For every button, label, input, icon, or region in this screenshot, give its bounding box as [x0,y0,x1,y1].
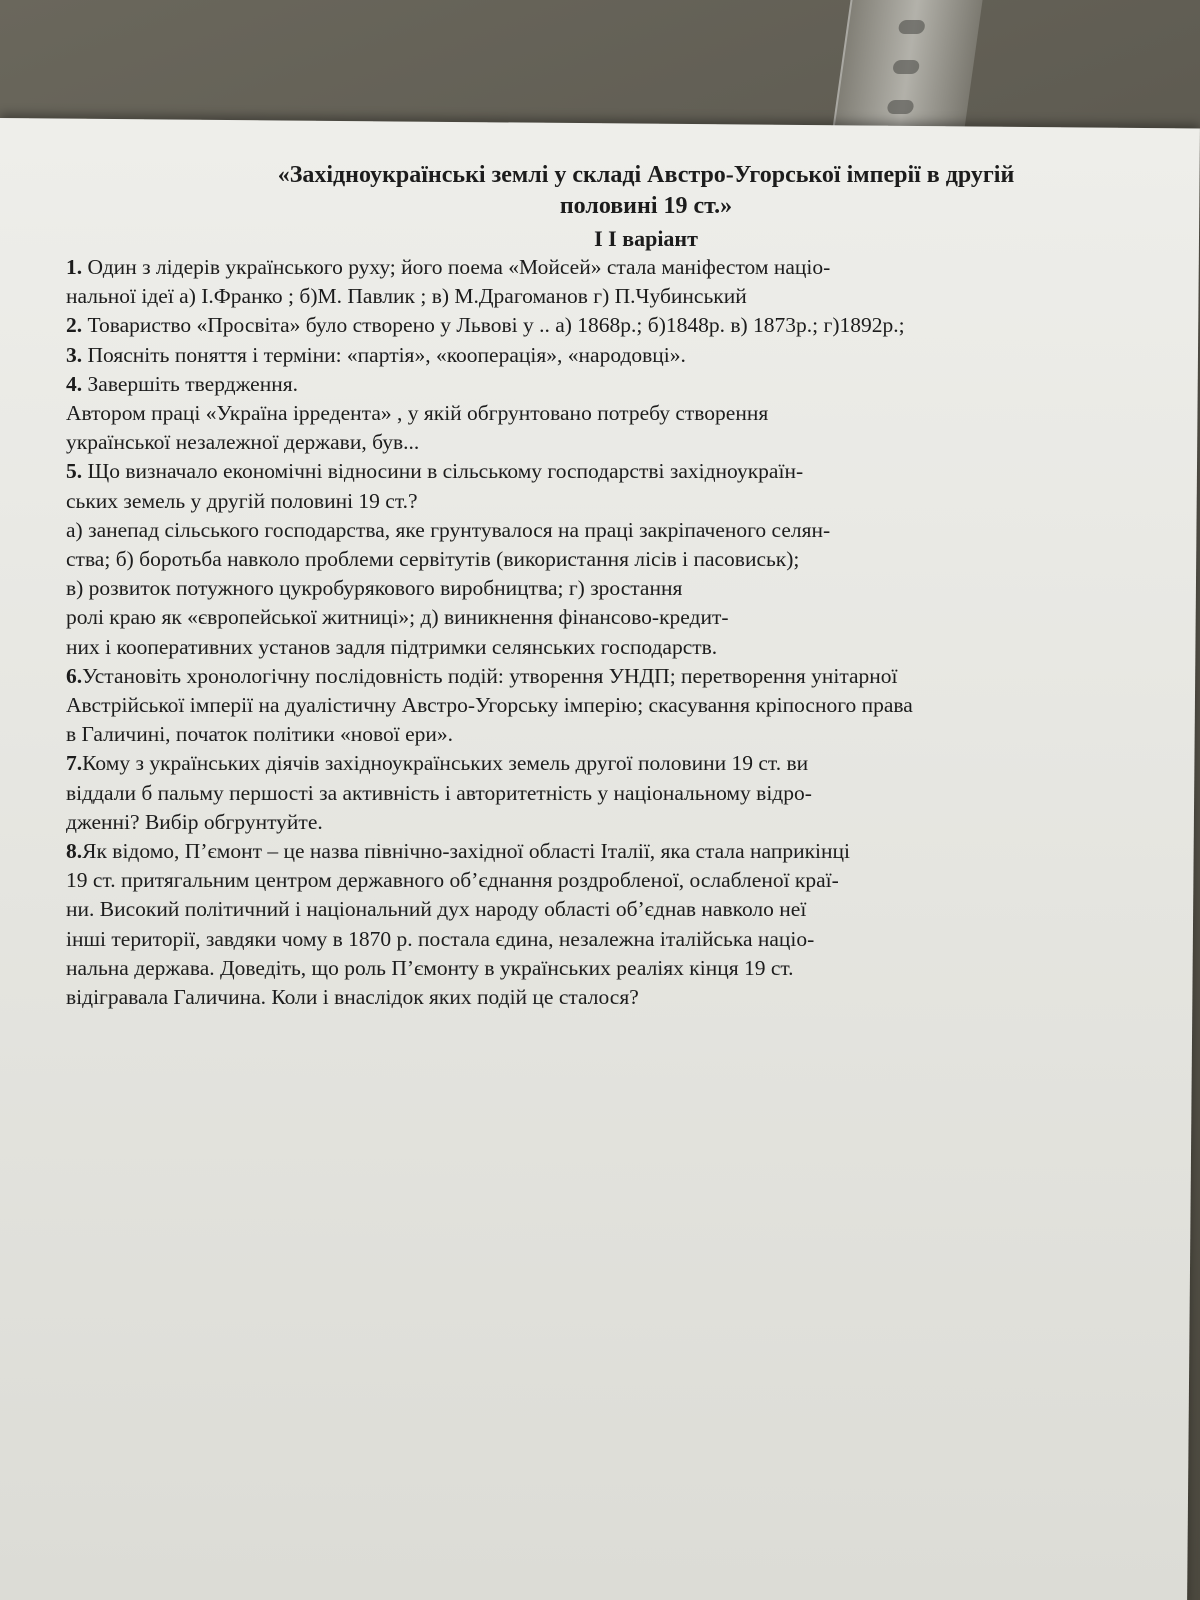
question-line: ства; б) боротьба навколо проблеми сервітутів (використання лісів і пасовиськ); [66,547,800,572]
question-text: Що визначало економічні відносини в сільському господарстві західноукраїн- [82,459,804,484]
question-4 [66,370,1146,458]
sleeve-punch-hole [887,100,915,114]
question-5 [66,457,1146,661]
question-number: 3. [66,342,83,367]
question-8 [66,837,1146,1012]
title-line: «Західноукраїнські землі у складі Австро-Угорської імперії в другій [277,162,1015,188]
question-line [66,341,1146,370]
question-number: 4. [66,371,83,396]
question-line: відігравала Галичина. Коли і внаслідок яких подій це сталося? [66,985,639,1010]
question-line: ни. Високий політичний і національний дух народу області об’єднав навколо неї [66,897,807,922]
variant-heading: І І варіант [594,226,698,251]
question-line [66,749,1146,778]
question-line: а) занепад сільського господарства, яке грунтувалося на праці закріпаченого селян- [66,517,831,542]
question-line: в) розвиток потужного цукробурякового виробництва; г) зростання [66,576,683,601]
question-line: Австрійської імперії на дуалістичну Австро-Угорську імперію; скасування кріпосного права [66,693,913,718]
worksheet-text [66,160,1146,1012]
question-line [66,837,1146,866]
question-6 [66,662,1146,750]
question-line: ських земель у другій половині 19 ст.? [66,488,418,513]
question-line: ролі краю як «європейської житниці»; д) виникнення фінансово-кредит- [66,605,729,630]
question-line [66,457,1146,486]
question-line [66,662,1146,691]
question-line: дженні? Вибір обгрунтуйте. [66,809,323,834]
reverse-side-bleed-through: ​ ​ ​ ​ ​ ​ [1136,245,1139,505]
question-number: 2. [66,313,83,338]
question-line: в Галичині, початок політики «нової ери». [66,722,454,747]
question-line [66,311,1146,340]
question-line: української незалежної держави, був... [66,430,420,455]
question-text: Поясніть поняття і терміни: «партія», «кооперація», «народовці». [82,342,686,367]
question-text: Установіть хронологічну послідовність подій: утворення УНДП; перетворення унітарної [82,663,898,688]
question-number: 5. [66,459,83,484]
question-line: нальна держава. Доведіть, що роль П’ємонту в українських реаліях кінця 19 ст. [66,955,794,980]
question-number: 1. [66,255,83,279]
question-line: Автором праці «Україна ірредента» , у якій обгрунтовано потребу створення [66,401,769,426]
worksheet-title [66,160,1146,222]
question-1 [66,253,1146,311]
question-text: Товариство «Просвіта» було створено у Львові у .. а) 1868р.; б)1848р. в) 1873р.; г)1892р.; [82,313,905,338]
question-number: 7. [66,751,83,776]
question-line [66,253,1146,282]
question-3 [66,341,1146,370]
question-2 [66,311,1146,340]
sleeve-punch-hole [892,60,920,74]
question-line: 19 ст. притягальним центром державного об’єднання роздробленої, ослабленої краї- [66,868,839,893]
question-line: них і кооперативних установ задля підтримки селянських господарств. [66,634,718,659]
question-text: Завершіть твердження. [82,371,298,396]
question-line [66,370,1146,399]
question-text: Один з лідерів українського руху; його поема «Мойсей» стала маніфестом націо- [82,255,831,279]
question-text: Кому з українських діячів західноукраїнських земель другої половини 19 ст. ви [82,751,809,776]
sleeve-punch-hole [898,20,926,34]
question-line: інші території, завдяки чому в 1870 р. постала єдина, незалежна італійська націо- [66,926,815,951]
question-line: нальної ідеї а) І.Франко ; б)М. Павлик ; в) М.Драгоманов г) П.Чубинський [66,284,747,309]
question-number: 8. [66,839,83,864]
title-line: половині 19 ст.» [559,193,733,219]
question-7 [66,749,1146,837]
question-text: Як відомо, П’ємонт – це назва північно-західної області Італії, яка стала наприкінці [82,839,850,864]
question-number: 6. [66,663,83,688]
question-line: віддали б пальму першості за активність і авторитетність у національному відро- [66,780,812,805]
